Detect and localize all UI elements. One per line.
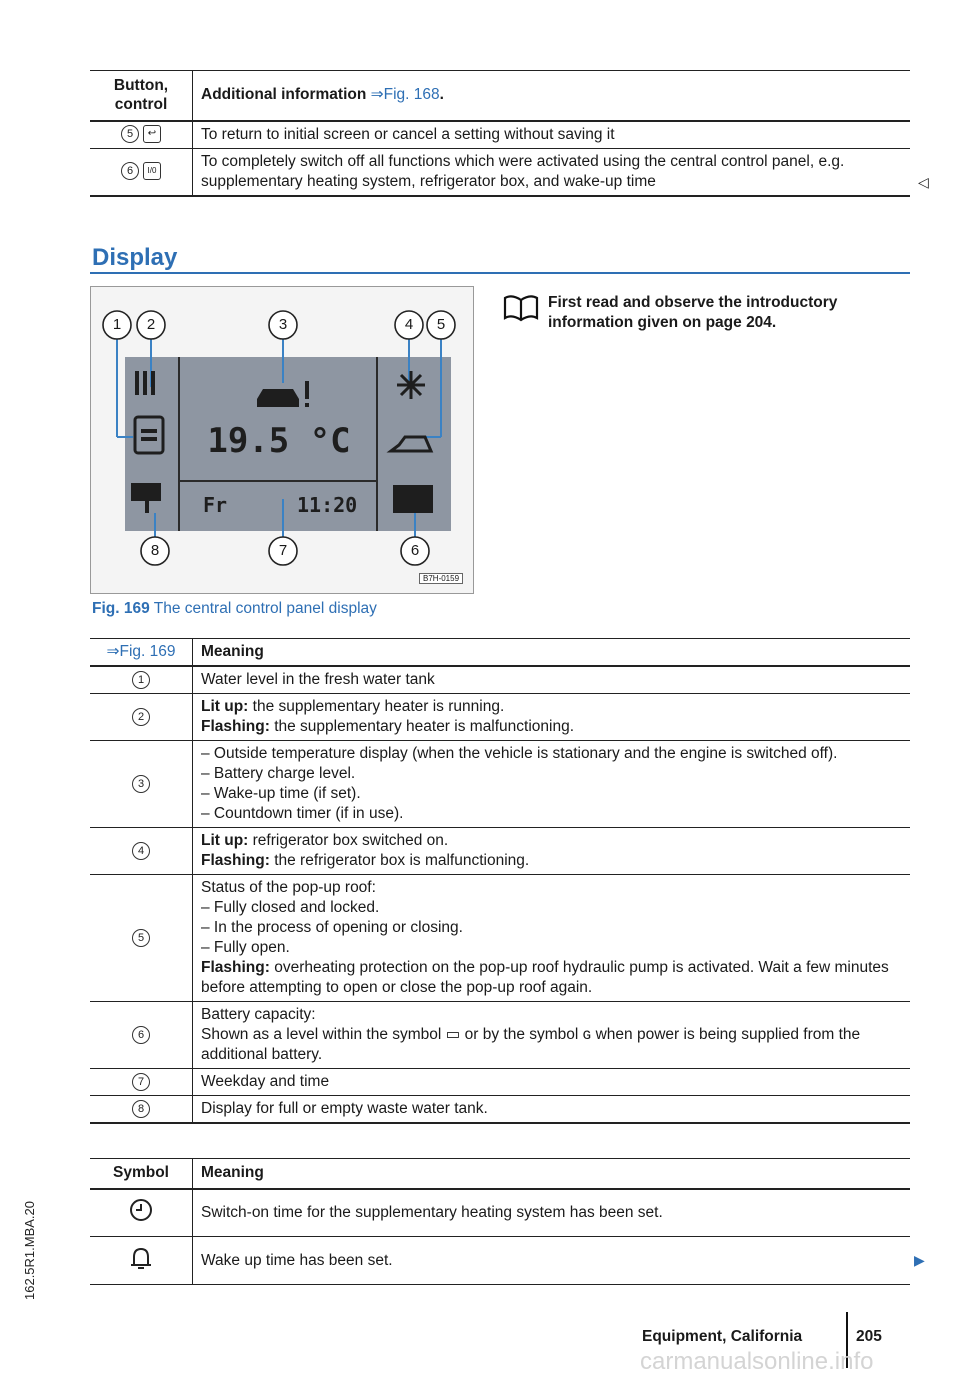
callout-2: 2 bbox=[146, 316, 156, 333]
callout-number: 5 bbox=[121, 125, 139, 143]
callout-number: 5 bbox=[132, 929, 150, 947]
row-text bbox=[193, 741, 911, 828]
watermark: carmanualsonline.info bbox=[640, 1348, 874, 1375]
row-line: Flashing: the supplementary heater is malfunctioning. bbox=[201, 718, 575, 735]
row-line: Lit up: the supplementary heater is running. bbox=[201, 698, 505, 715]
callout-7: 7 bbox=[278, 542, 288, 559]
row-line: Flashing: overheating protection on the pop-up roof hydraulic pump is activated. Wait a few minutes before attempting to open or close the pop-up roof again. bbox=[201, 959, 889, 996]
table-row bbox=[90, 1237, 910, 1285]
row-text bbox=[193, 1096, 911, 1124]
row-line: Lit up: refrigerator box switched on. bbox=[201, 832, 449, 849]
figure-code: B7H-0159 bbox=[419, 573, 463, 584]
row-text bbox=[193, 666, 911, 694]
table-row bbox=[90, 1096, 910, 1124]
clock-icon bbox=[128, 1197, 154, 1223]
lcd-temperature: 19.5 °C bbox=[207, 421, 351, 461]
row-line: – Fully closed and locked. bbox=[201, 899, 380, 916]
table-row bbox=[90, 121, 910, 149]
callout-4: 4 bbox=[404, 316, 414, 333]
table-row bbox=[90, 828, 910, 875]
row-line: Shown as a level within the symbol ▭ or by the symbol ɢ when power is being supplied from the additional battery. bbox=[201, 1026, 861, 1063]
table-row bbox=[90, 875, 910, 1002]
callout-number: 6 bbox=[132, 1026, 150, 1044]
table-row bbox=[90, 741, 910, 828]
callout-5: 5 bbox=[436, 316, 446, 333]
fig-ref-link[interactable]: ⇒Fig. 168 bbox=[370, 86, 440, 104]
row-text bbox=[193, 828, 911, 875]
row-line: Water level in the fresh water tank bbox=[201, 671, 435, 688]
lcd-day: Fr bbox=[203, 493, 228, 517]
row-line: – Wake-up time (if set). bbox=[201, 785, 361, 802]
controls-table bbox=[90, 70, 910, 197]
table-row bbox=[90, 694, 910, 741]
document-code: 162.5R1.MBA.20 bbox=[22, 1200, 37, 1300]
col-meaning: Meaning bbox=[193, 1159, 911, 1189]
row-text bbox=[193, 694, 911, 741]
row-line: Battery capacity: bbox=[201, 1006, 316, 1023]
table-row bbox=[90, 148, 910, 196]
symbol-table bbox=[90, 1158, 910, 1285]
callout-number: 1 bbox=[132, 671, 150, 689]
callout-number: 7 bbox=[132, 1073, 150, 1091]
row-text: Switch-on time for the supplementary heating system has been set. bbox=[193, 1189, 911, 1237]
col-additional-info: Additional information ⇒Fig. 168. bbox=[193, 71, 911, 121]
footer-section: Equipment, California bbox=[642, 1328, 803, 1345]
row-line: Weekday and time bbox=[201, 1073, 330, 1090]
callout-8: 8 bbox=[150, 542, 160, 559]
row-text bbox=[193, 1002, 911, 1069]
col-button-control: Button, control bbox=[90, 71, 193, 121]
row-text: To completely switch off all functions which were activated using the central control panel, e.g. supplementary heating system, refrigerator box, and wake-up time bbox=[193, 148, 911, 196]
row-line: – In the process of opening or closing. bbox=[201, 919, 463, 936]
callout-6: 6 bbox=[410, 542, 420, 559]
row-line: – Countdown timer (if in use). bbox=[201, 805, 404, 822]
callout-number: 3 bbox=[132, 775, 150, 793]
display-table bbox=[90, 638, 910, 1124]
row-line: – Fully open. bbox=[201, 939, 290, 956]
col-meaning: Meaning bbox=[193, 639, 911, 667]
row-line: Status of the pop-up roof: bbox=[201, 879, 376, 896]
row-text bbox=[193, 1069, 911, 1096]
book-icon bbox=[502, 294, 540, 318]
table-row bbox=[90, 666, 910, 694]
callout-number: 4 bbox=[132, 842, 150, 860]
table-row bbox=[90, 1069, 910, 1096]
continue-marker: ▶ bbox=[914, 1252, 925, 1268]
power-button-icon: I/0 bbox=[143, 162, 161, 180]
end-marker: ◁ bbox=[918, 174, 929, 190]
section-title: Display bbox=[92, 244, 178, 271]
callout-3: 3 bbox=[278, 316, 288, 333]
figure-caption: Fig. 169 The central control panel display bbox=[92, 600, 377, 617]
callout-number: 2 bbox=[132, 708, 150, 726]
row-text: Wake up time has been set. bbox=[193, 1237, 911, 1285]
page-number: 205 bbox=[856, 1328, 882, 1345]
col-symbol: Symbol bbox=[90, 1159, 193, 1189]
callout-1: 1 bbox=[112, 316, 122, 333]
bell-icon bbox=[128, 1245, 154, 1271]
callout-number: 6 bbox=[121, 162, 139, 180]
lcd-time: 11:20 bbox=[297, 493, 358, 517]
back-button-icon: ↩ bbox=[143, 125, 161, 143]
col-fig-ref[interactable]: ⇒Fig. 169 bbox=[90, 639, 193, 667]
table-row bbox=[90, 1002, 910, 1069]
row-line: Flashing: the refrigerator box is malfunctioning. bbox=[201, 852, 530, 869]
callout-number: 8 bbox=[132, 1100, 150, 1118]
row-line: – Battery charge level. bbox=[201, 765, 356, 782]
section-rule bbox=[90, 272, 910, 274]
row-line: Display for full or empty waste water tank. bbox=[201, 1100, 488, 1117]
table-row bbox=[90, 1189, 910, 1237]
row-line: – Outside temperature display (when the vehicle is stationary and the engine is switched off). bbox=[201, 745, 838, 762]
figure-frame bbox=[90, 286, 474, 594]
row-text: To return to initial screen or cancel a setting without saving it bbox=[193, 121, 911, 149]
intro-note: First read and observe the introductory information given on page 204. bbox=[548, 294, 838, 331]
row-text bbox=[193, 875, 911, 1002]
